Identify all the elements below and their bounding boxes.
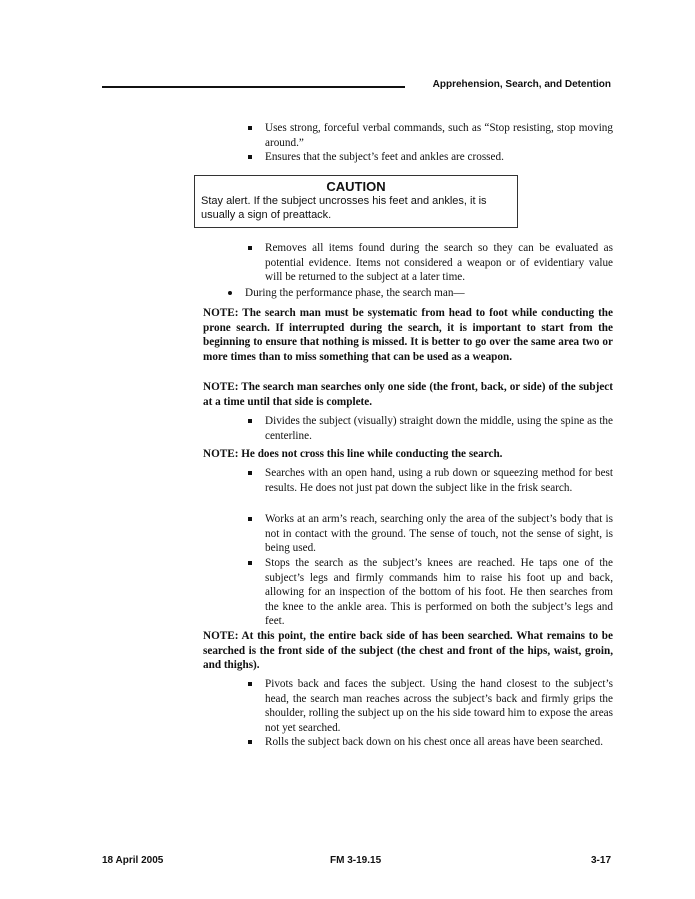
bullet-text: Divides the subject (visually) straight down the middle, using the spine as the centerline. — [265, 415, 613, 442]
bullet-text: Stops the search as the subject’s knees are reached. He taps one of the subject’s legs and firmly commands him to raise his foot up and back, allowing for an inspection of the bottom of his foot. He then searches from the knee to the ankle area. This is performed on both the subject’s legs and feet. — [265, 557, 613, 628]
square-bullet-icon — [248, 471, 252, 475]
bullet-text: Uses strong, forceful verbal commands, such as “Stop resisting, stop moving around.” — [265, 122, 613, 149]
round-bullet-icon — [228, 291, 232, 295]
square-bullet-icon — [248, 246, 252, 250]
list-item — [265, 466, 613, 495]
list-item — [245, 286, 613, 301]
list-item — [265, 556, 613, 629]
list-item — [265, 121, 613, 150]
square-bullet-icon — [248, 740, 252, 744]
caution-text: Stay alert. If the subject uncrosses his feet and ankles, it is usually a sign of preattack. — [201, 195, 487, 221]
list-item — [265, 677, 613, 735]
bullet-text: Ensures that the subject’s feet and ankles are crossed. — [265, 151, 504, 163]
note-paragraph: NOTE: The search man searches only one side (the front, back, or side) of the subject at a time until that side is complete. — [203, 381, 613, 408]
square-bullet-icon — [248, 517, 252, 521]
note-paragraph: NOTE: At this point, the entire back side of has been searched. What remains to be searched is the front side of the subject (the chest and front of the hips, waist, groin, and thighs). — [203, 630, 613, 672]
caution-box — [194, 175, 518, 228]
footer-date: 18 April 2005 — [102, 855, 164, 866]
square-bullet-icon — [248, 561, 252, 565]
list-item — [265, 414, 613, 443]
square-bullet-icon — [248, 155, 252, 159]
list-item — [265, 512, 613, 556]
note-paragraph: NOTE: He does not cross this line while conducting the search. — [203, 448, 503, 460]
bullet-text: Pivots back and faces the subject. Using the hand closest to the subject’s head, the search man reaches across the subject’s back and firmly grips the shoulder, rolling the subject up on the his side toward him to expose the areas not yet searched. — [265, 678, 613, 734]
bullet-text: During the performance phase, the search man— — [245, 287, 465, 299]
note-paragraph: NOTE: The search man must be systematic from head to foot while conducting the prone search. If interrupted during the search, it is important to start from the beginning to ensure that nothing is missed. It is better to go over the same area two or more times than to miss something that can be used as a weapon. — [203, 307, 613, 363]
list-item — [265, 241, 613, 285]
caution-title: CAUTION — [326, 179, 386, 194]
bullet-text: Searches with an open hand, using a rub down or squeezing method for best results. He does not just pat down the subject like in the frisk search. — [265, 467, 613, 494]
square-bullet-icon — [248, 419, 252, 423]
bullet-text: Rolls the subject back down on his chest once all areas have been searched. — [265, 736, 603, 748]
bullet-text: Removes all items found during the search so they can be evaluated as potential evidence. Items not considered a weapon or of evidentiary value will be returned to the subject at a later time. — [265, 242, 613, 284]
running-title: Apprehension, Search, and Detention — [432, 79, 611, 90]
list-item — [265, 150, 613, 165]
header-rule — [102, 86, 405, 88]
footer-page-number: 3-17 — [590, 855, 611, 866]
list-item — [265, 735, 613, 750]
square-bullet-icon — [248, 682, 252, 686]
bullet-text: Works at an arm’s reach, searching only the area of the subject’s body that is not in contact with the ground. The sense of touch, not the sense of sight, is being used. — [265, 513, 613, 555]
square-bullet-icon — [248, 126, 252, 130]
footer-manual: FM 3-19.15 — [330, 855, 382, 866]
